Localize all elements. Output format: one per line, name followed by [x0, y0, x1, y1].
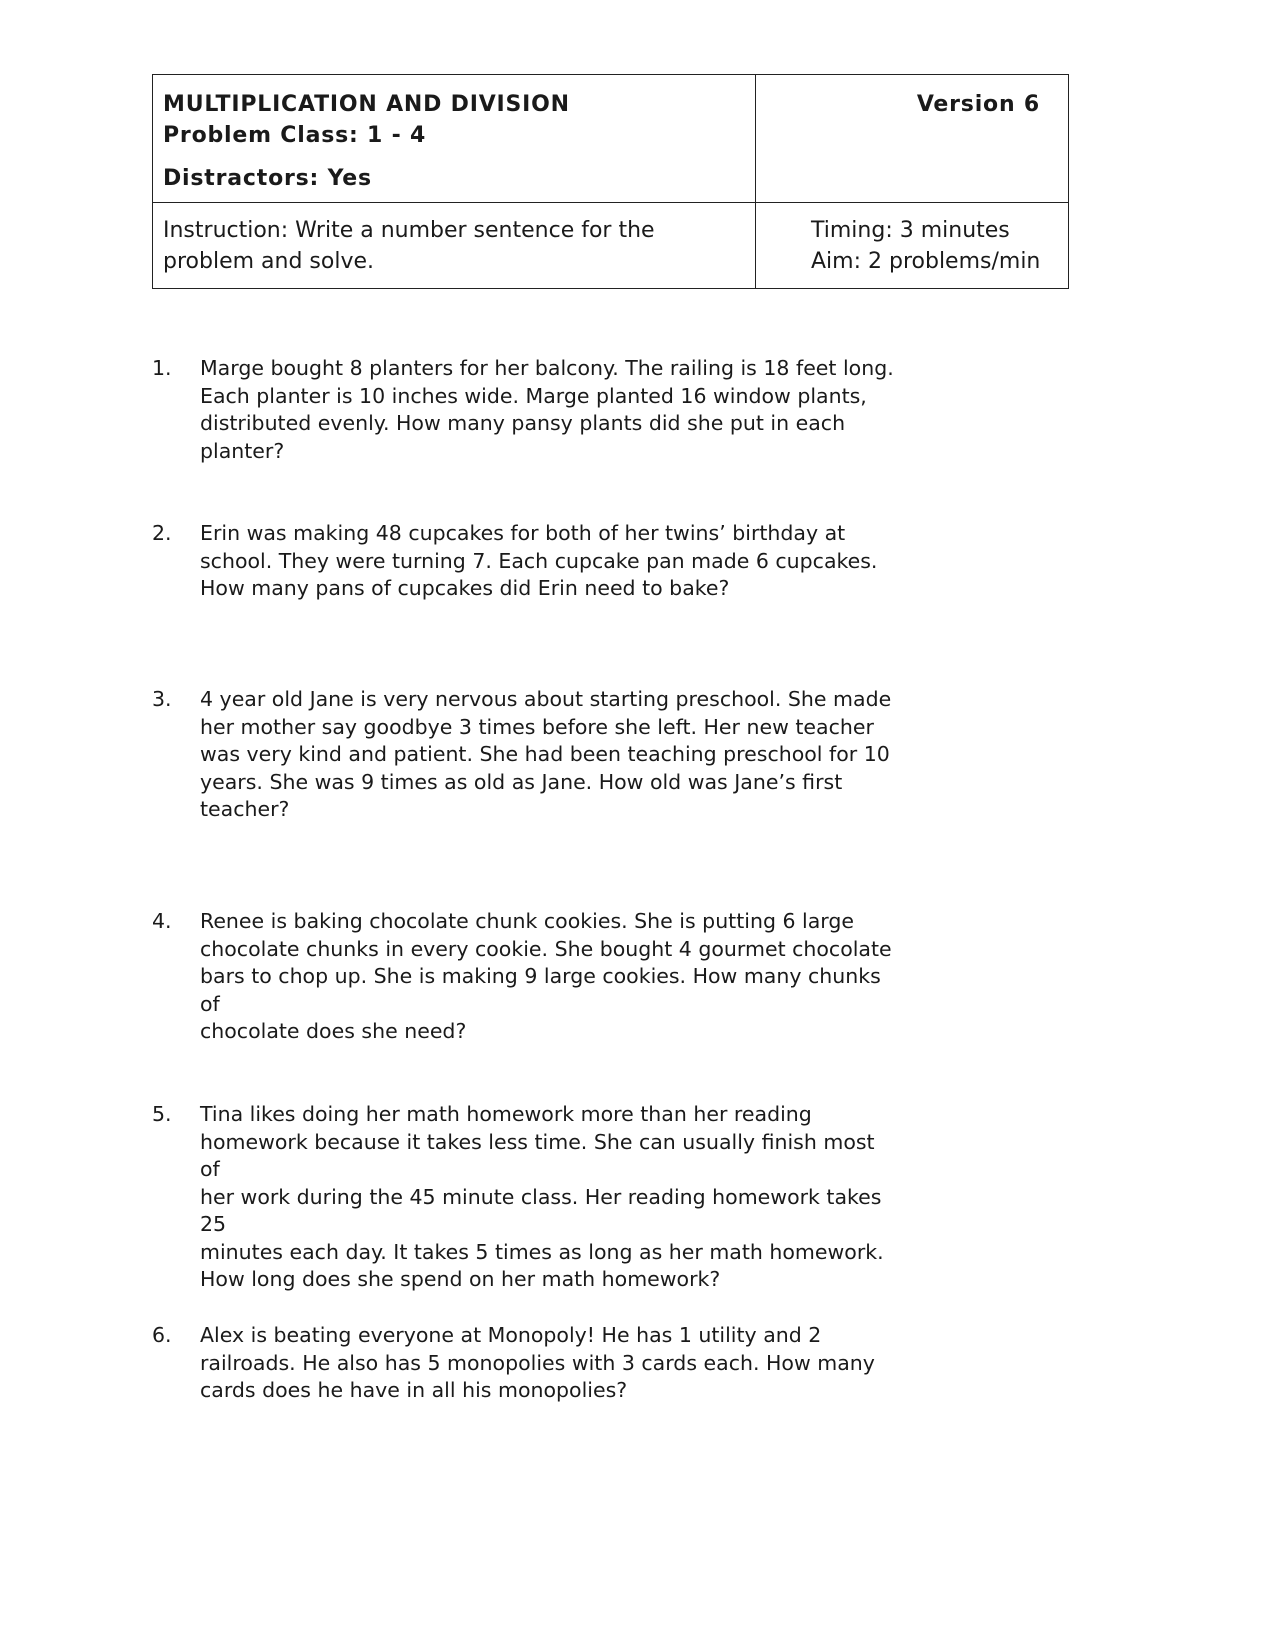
problem-line: Marge bought 8 planters for her balcony. The railing is 18 feet long.: [200, 356, 894, 380]
problem-line: distributed evenly. How many pansy plants did she put in each: [200, 411, 846, 435]
problem-line: Renee is baking chocolate chunk cookies. She is putting 6 large: [200, 909, 854, 933]
problem-item-5: [152, 1101, 912, 1294]
problem-line: bars to chop up. She is making 9 large cookies. How many chunks of: [200, 964, 881, 1016]
problem-line: Each planter is 10 inches wide. Marge planted 16 window plants,: [200, 383, 867, 408]
problem-line: minutes each day. It takes 5 times as long as her math homework.: [200, 1239, 884, 1264]
problem-line: chocolate chunks in every cookie. She bought 4 gourmet chocolate: [200, 936, 892, 961]
problem-line: Erin was making 48 cupcakes for both of her twins’ birthday at: [200, 521, 846, 545]
problem-number: 5.: [152, 1102, 172, 1126]
instruction-cell: [153, 203, 756, 289]
aim-label: Aim: 2 problems/min: [811, 249, 1041, 274]
problem-line: years. She was 9 times as old as Jane. How old was Jane’s first: [200, 769, 843, 794]
problem-line: Alex is beating everyone at Monopoly! He has 1 utility and 2: [200, 1323, 822, 1347]
problem-item-2: [152, 520, 912, 603]
problem-text: [200, 1101, 900, 1294]
problem-line: How long does she spend on her math homework?: [200, 1267, 721, 1291]
problem-line: was very kind and patient. She had been teaching preschool for 10: [200, 742, 890, 766]
problem-line: planter?: [200, 438, 285, 463]
problem-text: [200, 355, 900, 465]
problem-item-6: [152, 1322, 912, 1405]
problem-number: 1.: [152, 356, 172, 380]
problem-line: How many pans of cupcakes did Erin need to bake?: [200, 576, 730, 600]
problem-number: 6.: [152, 1323, 172, 1347]
problem-line: teacher?: [200, 797, 290, 821]
timing-cell: [756, 203, 1069, 289]
problem-number: 2.: [152, 521, 172, 545]
problem-line: Tina likes doing her math homework more than her reading: [200, 1102, 812, 1126]
problem-line: cards does he have in all his monopolies?: [200, 1378, 628, 1402]
title-cell: [153, 75, 756, 203]
problem-number: 3.: [152, 687, 172, 711]
problem-item-1: [152, 355, 912, 465]
problem-line: homework because it takes less time. She can usually finish most of: [200, 1129, 875, 1181]
problem-class: Problem Class: 1 - 4: [163, 123, 427, 148]
problem-line: railroads. He also has 5 monopolies with 3 cards each. How many: [200, 1350, 875, 1375]
timing-label: Timing: 3 minutes: [811, 218, 1010, 243]
problem-text: [200, 1322, 900, 1405]
version-cell: [756, 75, 1069, 203]
problem-line: her work during the 45 minute class. Her reading homework takes 25: [200, 1184, 882, 1236]
problem-line: her mother say goodbye 3 times before she left. Her new teacher: [200, 714, 874, 739]
problem-item-3: [152, 686, 912, 824]
problem-number: 4.: [152, 909, 172, 933]
problem-text: [200, 686, 900, 824]
problem-line: school. They were turning 7. Each cupcake pan made 6 cupcakes.: [200, 548, 878, 573]
problem-item-4: [152, 908, 912, 1046]
problem-text: [200, 908, 900, 1046]
instruction-line-1: Instruction: Write a number sentence for the: [163, 218, 655, 243]
distractors: Distractors: Yes: [163, 166, 372, 191]
worksheet-header-table: [152, 74, 1069, 289]
version-label: Version 6: [916, 92, 1040, 117]
problem-line: 4 year old Jane is very nervous about starting preschool. She made: [200, 687, 892, 711]
worksheet-title: MULTIPLICATION AND DIVISION: [163, 92, 570, 117]
instruction-line-2: problem and solve.: [163, 249, 374, 274]
problem-line: chocolate does she need?: [200, 1019, 467, 1043]
problem-text: [200, 520, 900, 603]
